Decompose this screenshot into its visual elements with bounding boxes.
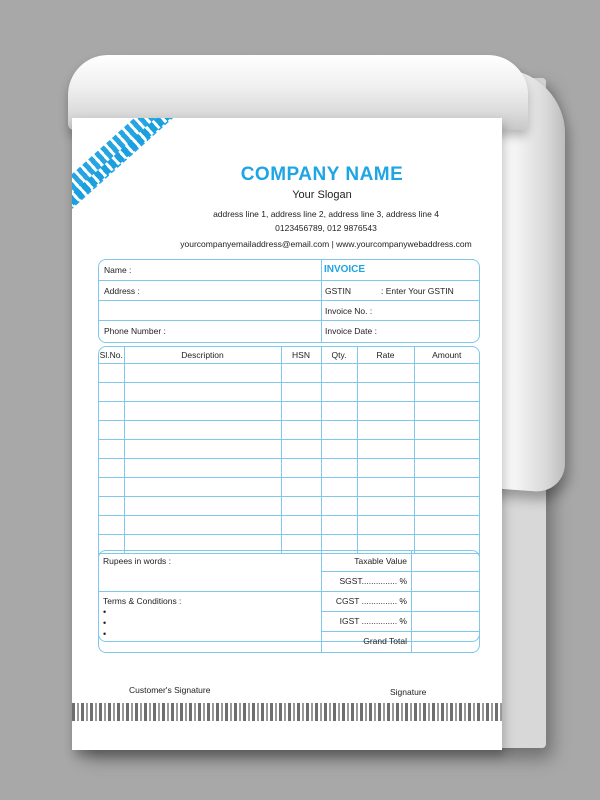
table-row [99, 383, 479, 402]
table-row [99, 402, 479, 421]
company-name: COMPANY NAME [240, 164, 404, 185]
igst-label: IGST ............... % [339, 616, 407, 626]
terms-bullet: • [103, 618, 107, 628]
company-header [72, 164, 502, 249]
table-row [99, 440, 479, 459]
items-table-header [99, 347, 479, 364]
customer-name-label: Name : [104, 265, 132, 275]
sgst-label: SGST............... % [339, 576, 407, 586]
table-row [99, 497, 479, 516]
customer-signature-label: Customer's Signature [129, 685, 211, 695]
table-row [99, 516, 479, 535]
totals-box [98, 550, 480, 653]
col-header-amount: Amount [414, 347, 479, 364]
invoice-number-label: Invoice No. : [325, 306, 373, 316]
gstin-label: GSTIN [325, 286, 351, 296]
table-row [99, 421, 479, 440]
table-row [99, 478, 479, 497]
customer-phone-row [99, 320, 321, 342]
items-table [99, 347, 479, 554]
col-header-hsn: HSN [281, 347, 321, 364]
gstin-value: : Enter Your GSTIN [381, 286, 454, 296]
customer-phone-label: Phone Number : [104, 326, 166, 336]
invoice-sheet [72, 118, 502, 750]
col-header-qty: Qty. [321, 347, 357, 364]
company-address: address line 1, address line 2, address line 3, address line 4 [213, 209, 439, 219]
company-slogan: Your Slogan [292, 189, 352, 201]
invoice-info-box [98, 259, 480, 343]
col-header-slno: Sl.No. [99, 347, 124, 364]
taxable-value-label: Taxable Value [354, 556, 407, 566]
col-header-description: Description [124, 347, 281, 364]
invoice-title: INVOICE [323, 264, 366, 275]
customer-address-label: Address : [104, 286, 140, 296]
terms-bullet: • [103, 607, 107, 617]
invoice-date-label: Invoice Date : [325, 326, 377, 336]
company-phones: 0123456789, 012 9876543 [275, 223, 377, 233]
cgst-label: CGST ............... % [335, 596, 407, 606]
col-header-rate: Rate [357, 347, 414, 364]
grand-total-label: Grand Total [363, 636, 407, 646]
table-row [99, 459, 479, 478]
rupees-in-words-label: Rupees in words : [103, 556, 172, 566]
terms-bullet: • [103, 629, 107, 639]
terms-label: Terms & Conditions : [103, 596, 182, 606]
table-row [99, 364, 479, 383]
tire-tread-bottom-graphic [72, 703, 502, 721]
signature-label: Signature [390, 687, 427, 697]
company-contact: yourcompanyemailaddress@email.com | www.yourcompanywebaddress.com [180, 239, 472, 249]
customer-address-row [99, 280, 321, 321]
